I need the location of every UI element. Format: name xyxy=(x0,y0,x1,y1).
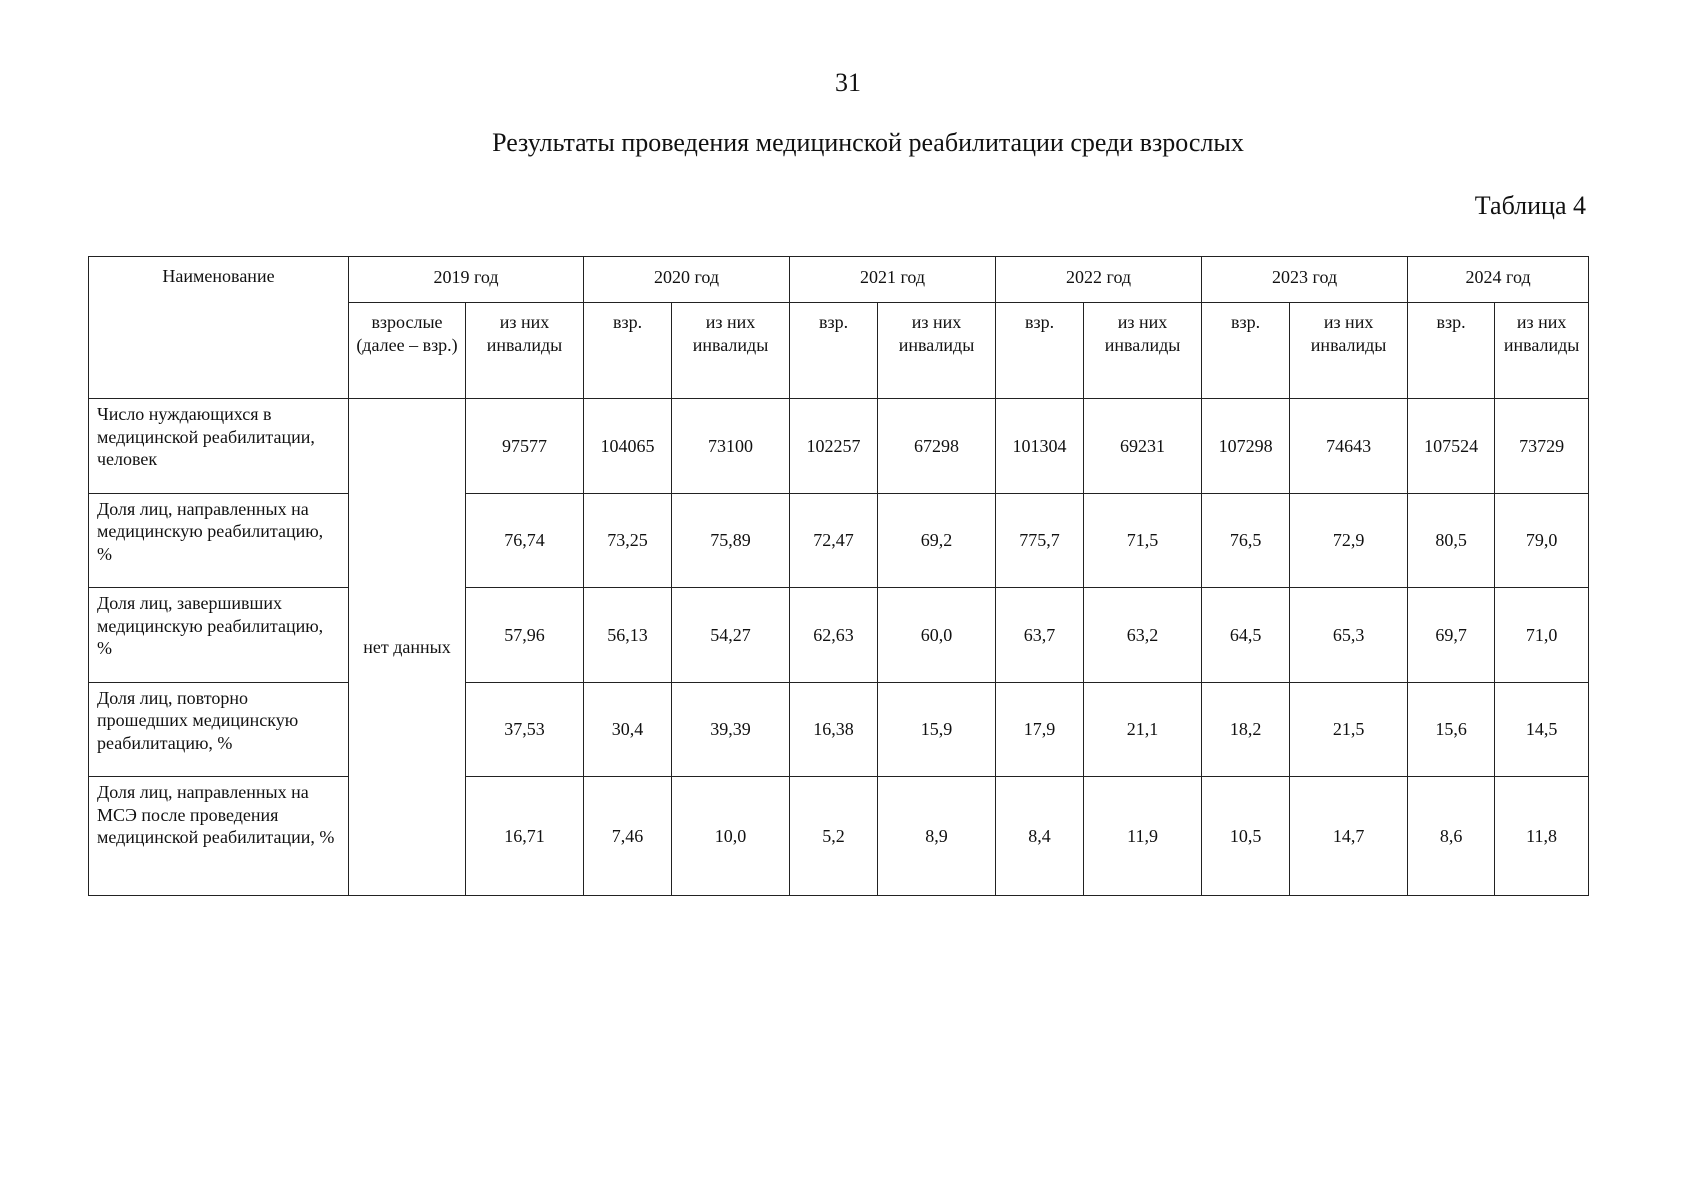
table-cell: 107298 xyxy=(1202,399,1290,494)
table-cell: 73729 xyxy=(1495,399,1589,494)
row-name: Доля лиц, завершивших медицинскую реабилитацию, % xyxy=(89,588,349,683)
table-cell: 15,9 xyxy=(878,682,996,777)
table-cell: 74643 xyxy=(1290,399,1408,494)
table-cell: 10,0 xyxy=(672,777,790,896)
row-name: Доля лиц, повторно прошедших медицинскую реабилитацию, % xyxy=(89,682,349,777)
table-cell: 57,96 xyxy=(466,588,584,683)
table-cell: 102257 xyxy=(790,399,878,494)
table-cell: 65,3 xyxy=(1290,588,1408,683)
header-year-2020: 2020 год xyxy=(584,257,790,303)
table-cell: 10,5 xyxy=(1202,777,1290,896)
header-year-2021: 2021 год xyxy=(790,257,996,303)
table-cell: 37,53 xyxy=(466,682,584,777)
table-cell: 21,1 xyxy=(1084,682,1202,777)
row-name: Число нуждающихся в медицинской реабилитации, человек xyxy=(89,399,349,494)
subheader-disabled: из них инвалиды xyxy=(1290,303,1408,399)
rehabilitation-results-table xyxy=(88,256,1589,896)
subheader-adults: взр. xyxy=(1408,303,1495,399)
subheader-disabled: из них инвалиды xyxy=(878,303,996,399)
table-cell: 14,5 xyxy=(1495,682,1589,777)
table-cell: 71,0 xyxy=(1495,588,1589,683)
table-cell: 8,9 xyxy=(878,777,996,896)
table-cell: 56,13 xyxy=(584,588,672,683)
table-cell: 16,71 xyxy=(466,777,584,896)
row-name: Доля лиц, направленных на медицинскую реабилитацию, % xyxy=(89,493,349,588)
table-cell: 16,38 xyxy=(790,682,878,777)
subheader-adults: взр. xyxy=(584,303,672,399)
table-cell: 69231 xyxy=(1084,399,1202,494)
table-cell: 11,8 xyxy=(1495,777,1589,896)
table-cell: 30,4 xyxy=(584,682,672,777)
subheader-adults: взрослые (далее – взр.) xyxy=(349,303,466,399)
table-cell: 60,0 xyxy=(878,588,996,683)
table-cell: 79,0 xyxy=(1495,493,1589,588)
table-cell: 8,6 xyxy=(1408,777,1495,896)
table-cell: 5,2 xyxy=(790,777,878,896)
table-cell: 107524 xyxy=(1408,399,1495,494)
table-cell: 39,39 xyxy=(672,682,790,777)
header-year-2019: 2019 год xyxy=(349,257,584,303)
table-row xyxy=(89,777,1589,896)
subheader-disabled: из них инвалиды xyxy=(672,303,790,399)
table-cell: 62,63 xyxy=(790,588,878,683)
table-cell: 97577 xyxy=(466,399,584,494)
table-cell: 7,46 xyxy=(584,777,672,896)
table-cell: 75,89 xyxy=(672,493,790,588)
no-data-cell: нет данных xyxy=(349,399,466,896)
table-cell: 63,2 xyxy=(1084,588,1202,683)
header-year-2023: 2023 год xyxy=(1202,257,1408,303)
table-cell: 17,9 xyxy=(996,682,1084,777)
document-title: Результаты проведения медицинской реабилитации среди взрослых xyxy=(492,128,1244,157)
header-year-2024: 2024 год xyxy=(1408,257,1589,303)
table-cell: 73,25 xyxy=(584,493,672,588)
row-name: Доля лиц, направленных на МСЭ после проведения медицинской реабилитации, % xyxy=(89,777,349,896)
table-cell: 63,7 xyxy=(996,588,1084,683)
table-row xyxy=(89,399,1589,494)
table-cell: 72,47 xyxy=(790,493,878,588)
table-cell: 8,4 xyxy=(996,777,1084,896)
table-cell: 104065 xyxy=(584,399,672,494)
table-cell: 11,9 xyxy=(1084,777,1202,896)
table-cell: 15,6 xyxy=(1408,682,1495,777)
table-cell: 67298 xyxy=(878,399,996,494)
table-cell: 101304 xyxy=(996,399,1084,494)
table-cell: 76,5 xyxy=(1202,493,1290,588)
table-cell: 69,7 xyxy=(1408,588,1495,683)
table-cell: 72,9 xyxy=(1290,493,1408,588)
table-cell: 76,74 xyxy=(466,493,584,588)
subheader-disabled: из них инвалиды xyxy=(466,303,584,399)
subheader-adults: взр. xyxy=(996,303,1084,399)
page-number: 31 xyxy=(835,68,861,97)
table-cell: 73100 xyxy=(672,399,790,494)
table-cell: 18,2 xyxy=(1202,682,1290,777)
table-cell: 14,7 xyxy=(1290,777,1408,896)
table-cell: 69,2 xyxy=(878,493,996,588)
table-cell: 775,7 xyxy=(996,493,1084,588)
subheader-adults: взр. xyxy=(1202,303,1290,399)
header-year-2022: 2022 год xyxy=(996,257,1202,303)
table-label: Таблица 4 xyxy=(1474,191,1586,220)
table-cell: 64,5 xyxy=(1202,588,1290,683)
table-row xyxy=(89,682,1589,777)
subheader-adults: взр. xyxy=(790,303,878,399)
table-row xyxy=(89,588,1589,683)
table-cell: 21,5 xyxy=(1290,682,1408,777)
table-cell: 80,5 xyxy=(1408,493,1495,588)
subheader-disabled: из них инвалиды xyxy=(1084,303,1202,399)
table-row xyxy=(89,493,1589,588)
subheader-disabled: из них инвалиды xyxy=(1495,303,1589,399)
table-cell: 54,27 xyxy=(672,588,790,683)
header-name: Наименование xyxy=(89,257,349,399)
table-cell: 71,5 xyxy=(1084,493,1202,588)
